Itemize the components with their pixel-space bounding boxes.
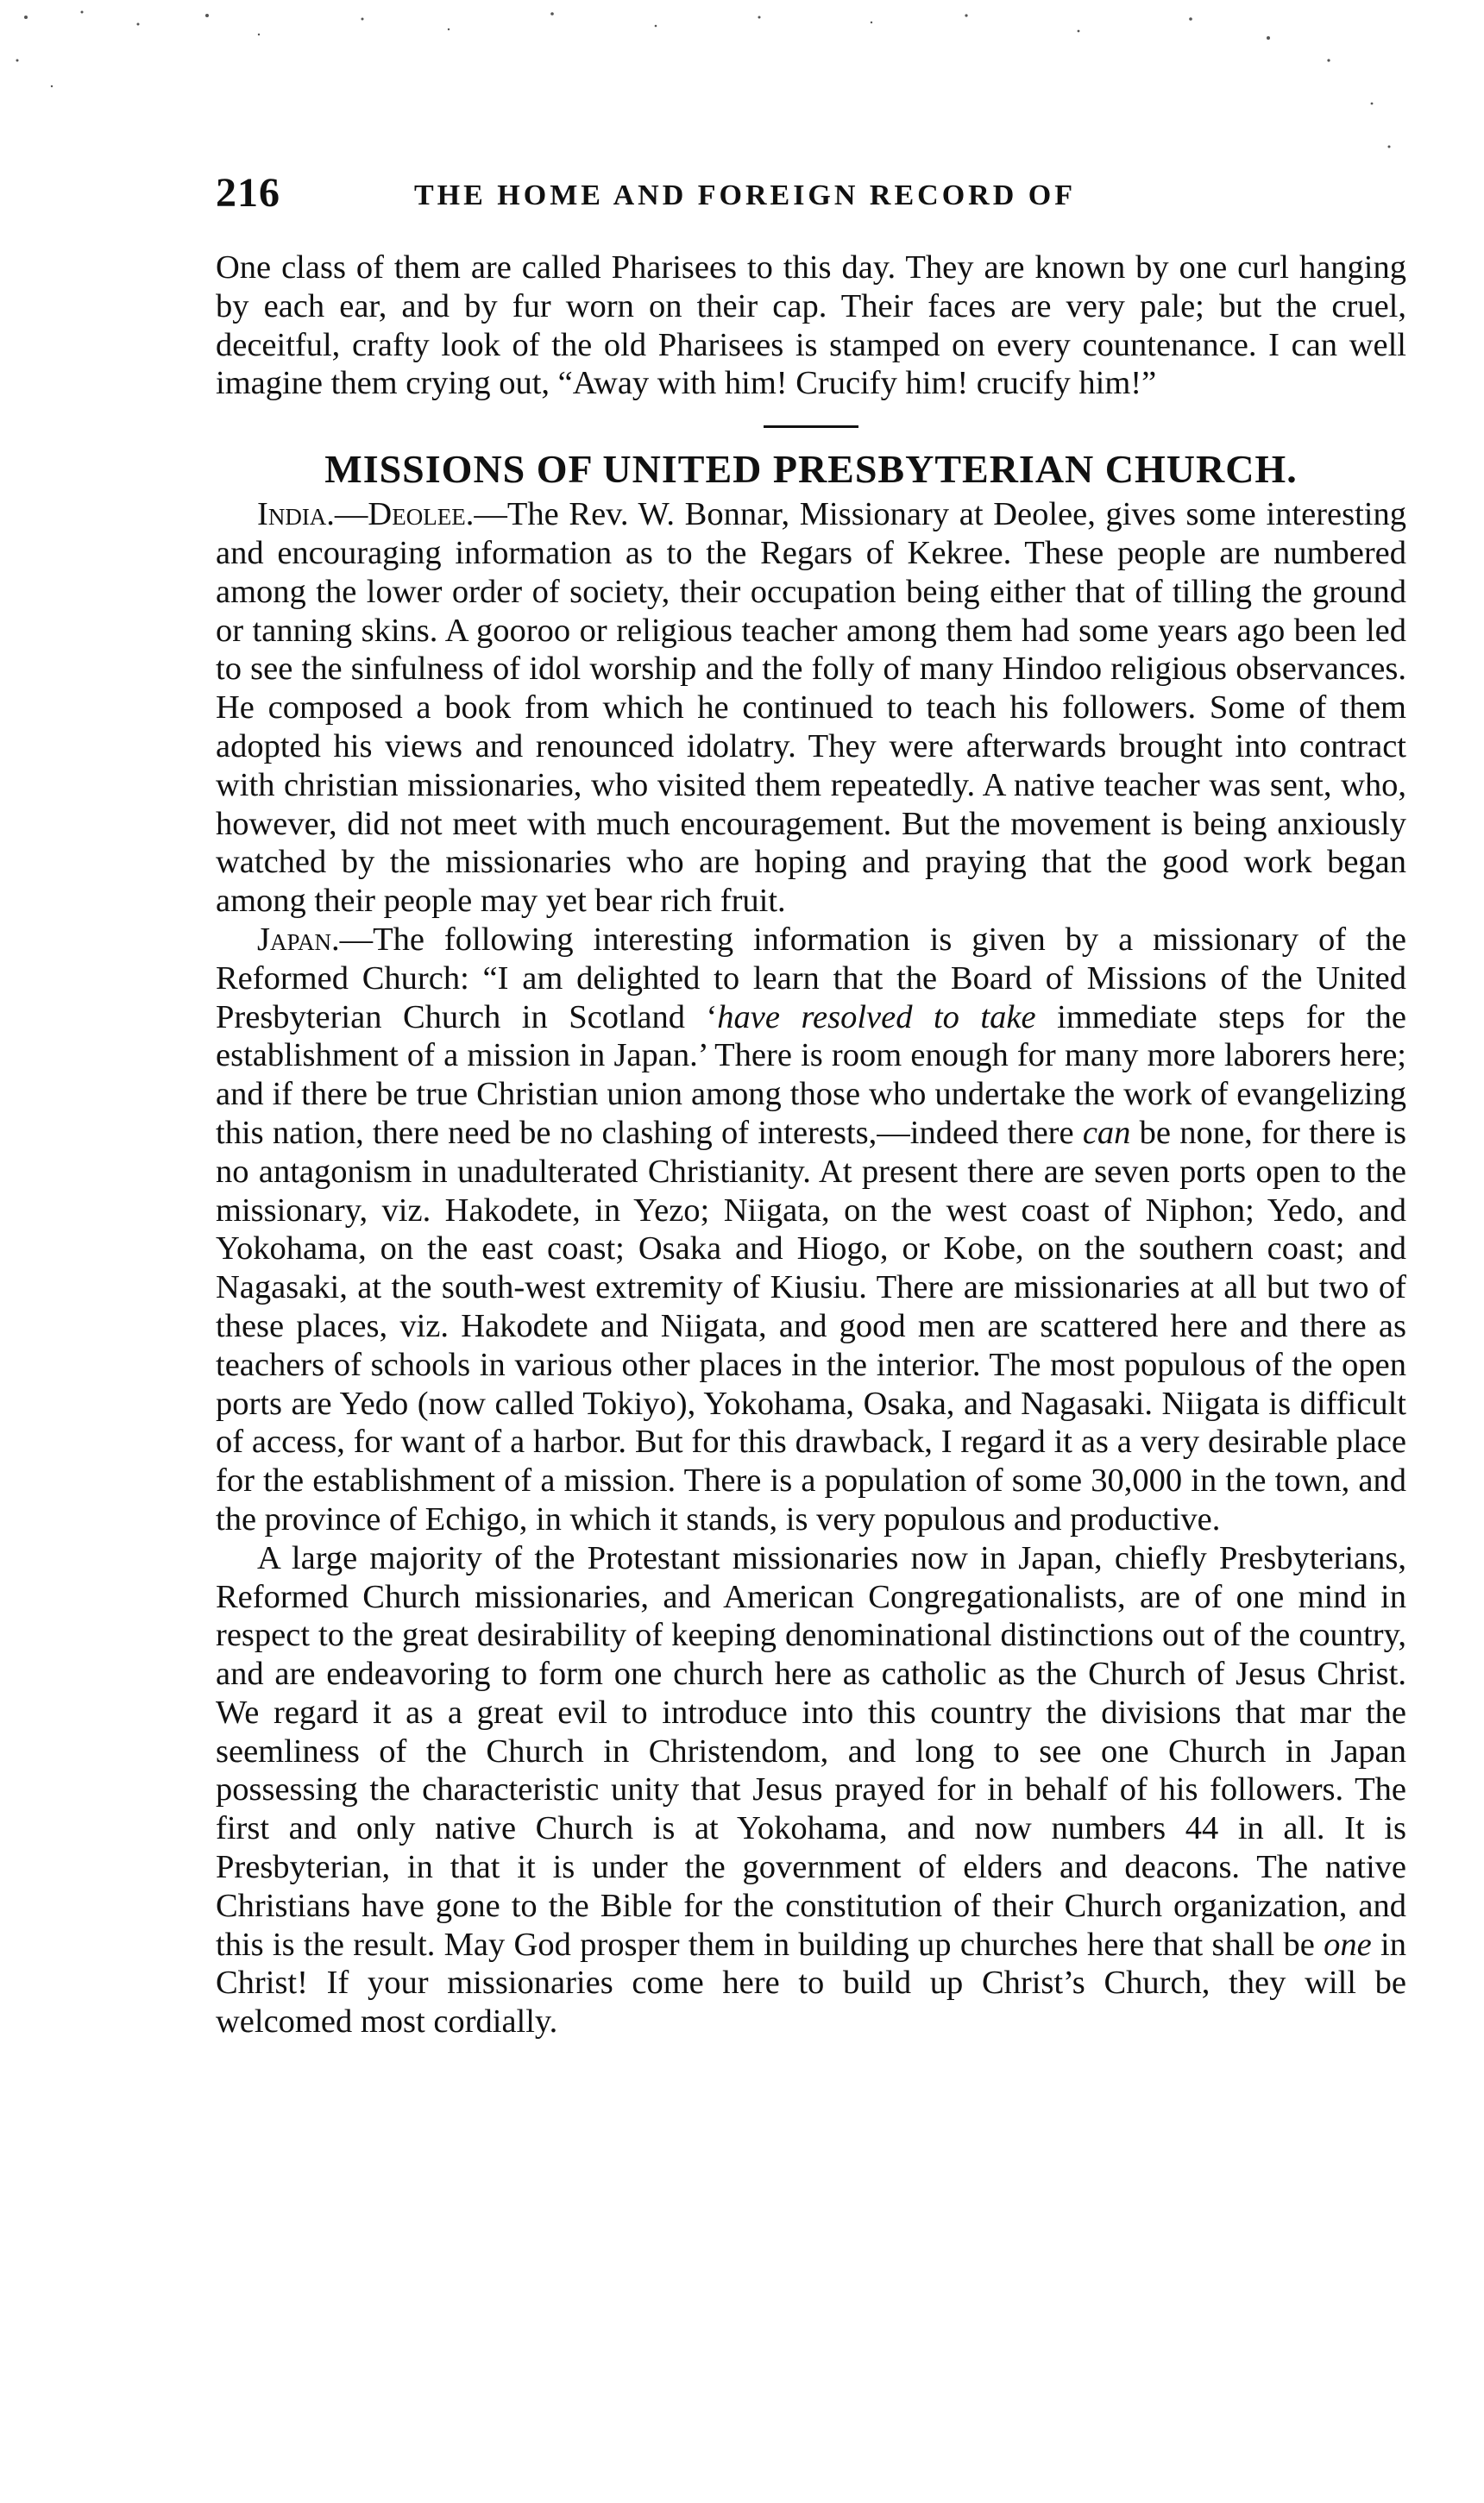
japan-text-2: immediate steps for the establishment of a mission in Japan.’ There is room enough for many more laborers here; and if there be true Christian union among those who undertake the work of evangelizing this nation, there need be no clashing of interests,—indeed there <box>216 998 1406 1151</box>
japan-label: Japan. <box>257 921 340 958</box>
india-label: India.—Deolee. <box>257 496 475 533</box>
closing-text-2: in Christ! If your missionaries come here to build up Christ’s Church, they will be welcomed most cordially. <box>216 1926 1407 2041</box>
section-divider <box>764 425 858 428</box>
india-text: —The Rev. W. Bonnar, Missionary at Deolee, gives some interesting and encouraging information as to the Regars of Kekree. These people are numbered among the lower order of society, their occupation being either that of tilling the ground or tanning skins. A gooroo or religious teacher among them had some years ago been led to see the sinfulness of idol worship and the folly of many Hindoo religious observances. He composed a book from which he continued to teach his followers. Some of them adopted his views and renounced idolatry. They were afterwards brought into contract with christian missionaries, who visited them repeatedly. A native teacher was sent, who, however, did not meet with much encouragement. But the movement is being anxiously watched by the missionaries who are hoping and praying that the good work began among their people may yet bear rich fruit. <box>216 496 1406 920</box>
japan-text-1: —The following interesting information is given by a missionary of the Reformed Church: “I am delighted to learn that the Board of Missions of the United Presbyterian Church in Scotland ‘ <box>216 921 1406 1035</box>
japan-text-3: be none, for there is no antagonism in unadulterated Christianity. At present there are seven ports open to the missionary, viz. Hakodete, in Yezo; Niigata, on the west coast of Niphon; Yedo, and Yokohama, on the east coast; Osaka and Hiogo, or Kobe, on the southern coast; and Nagasaki, at the south-west extremity of Kiusiu. There are missionaries at all but two of these places, viz. Hakodete and Niigata, and good men are scattered here and there as teachers of schools in various other places in the interior. The most populous of the open ports are Yedo (now called Tokiyo), Yokohama, Osaka, and Nagasaki. Niigata is difficult of access, for want of a harbor. But for this drawback, I regard it as a very desirable place for the establishment of a mission. There is a population of some 30,000 in the town, and the province of Echigo, in which it stands, is very populous and productive. <box>216 1114 1406 1538</box>
page-header <box>216 169 1406 221</box>
japan-paragraph <box>216 921 1406 1539</box>
india-paragraph <box>216 495 1406 921</box>
running-head: THE HOME AND FOREIGN RECORD OF <box>414 179 1076 211</box>
closing-paragraph <box>216 1539 1406 2041</box>
article-body <box>216 248 1406 2041</box>
intro-paragraph: One class of them are called Pharisees to this day. They are known by one curl hanging by each ear, and by fur worn on their cap. Their faces are very pale; but the cruel, deceitful, crafty look of the old Pharisees is stamped on every countenance. I can well imagine them crying out, “Away with him! Crucify him! crucify him!” <box>216 249 1406 402</box>
japan-italic-1: have resolved to take <box>717 998 1036 1035</box>
closing-text-1: A large majority of the Protestant missionaries now in Japan, chiefly Presbyterians, Reformed Church missionaries, and American Congregationalists, are of one mind in respect to the great desirability of keeping denominational distinctions out of the country, and are endeavoring to form one church here as catholic as the Church of Jesus Christ. We regard it as a great evil to introduce into this country the divisions that mar the seemliness of the Church in Christendom, and long to see one Church in Japan possessing the characteristic unity that Jesus prayed for in behalf of his followers. The first and only native Church is at Yokohama, and now numbers 44 in all. It is Presbyterian, in that it is under the government of elders and deacons. The native Christians have gone to the Bible for the constitution of their Church organization, and this is the result. May God prosper them in building up churches here that shall be <box>216 1539 1406 1963</box>
japan-italic-2: can <box>1082 1114 1131 1151</box>
page-number: 216 <box>216 170 280 216</box>
section-title: MISSIONS OF UNITED PRESBYTERIAN CHURCH. <box>324 447 1298 492</box>
closing-italic: one <box>1324 1926 1372 1963</box>
